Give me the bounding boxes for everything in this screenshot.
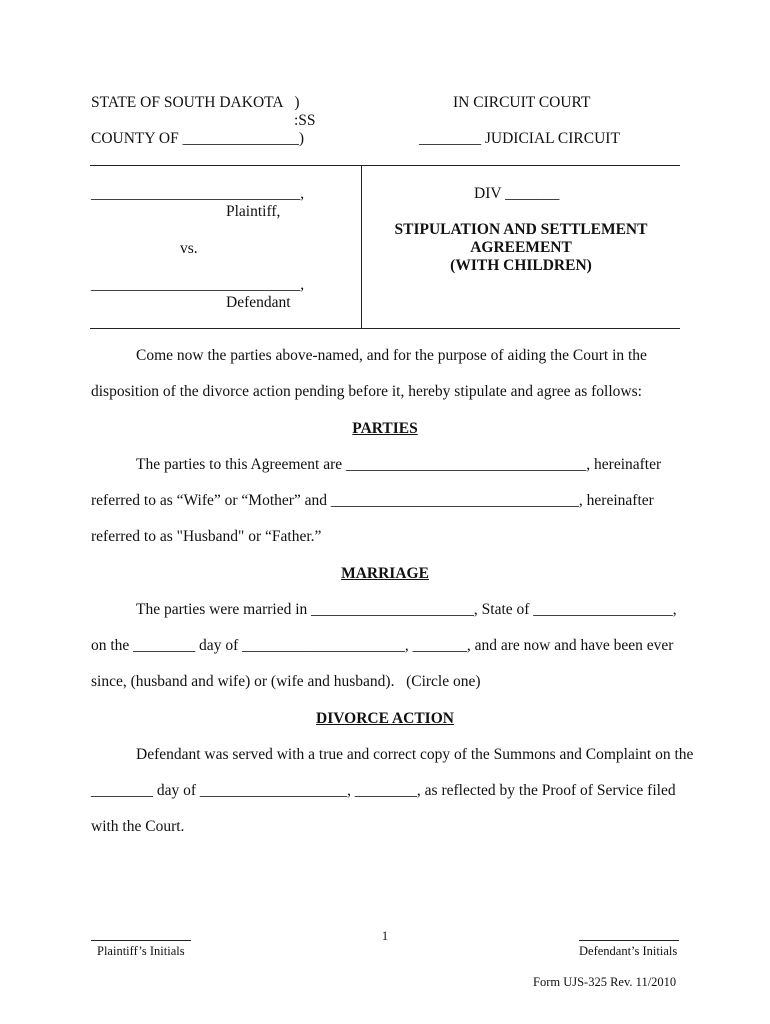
plaintiff-blank: ___________________________, bbox=[91, 185, 305, 202]
defendant-blank: ___________________________, bbox=[91, 276, 305, 293]
page-number: 1 bbox=[381, 929, 389, 943]
divorce-line-3: with the Court. bbox=[91, 818, 185, 835]
plaintiff-initials-line bbox=[91, 940, 191, 941]
divorce-line-2: ________ day of ___________________, ________, as reflected by the Proof of Service filed bbox=[91, 782, 676, 799]
document-title-line1: STIPULATION AND SETTLEMENT bbox=[394, 221, 648, 238]
defendant-label: Defendant bbox=[226, 294, 291, 311]
plaintiff-label: Plaintiff, bbox=[226, 203, 281, 220]
county-line: COUNTY OF _______________) bbox=[91, 130, 304, 147]
ss-mark: :SS bbox=[294, 112, 316, 129]
defendant-initials-label: Defendant’s Initials bbox=[579, 944, 678, 958]
marriage-line-3: since, (husband and wife) or (wife and husband). (Circle one) bbox=[91, 673, 481, 690]
marriage-line-2: on the ________ day of _____________________, _______, and are now and have been ever bbox=[91, 637, 674, 654]
divorce-line-1: Defendant was served with a true and correct copy of the Summons and Complaint on the bbox=[136, 746, 694, 763]
document-title-line2: AGREEMENT bbox=[470, 239, 572, 256]
state-line: STATE OF SOUTH DAKOTA ) bbox=[91, 94, 300, 111]
caption-bottom-rule bbox=[90, 328, 680, 329]
intro-line-1: Come now the parties above-named, and for the purpose of aiding the Court in the bbox=[136, 347, 647, 364]
parties-line-2: referred to as “Wife” or “Mother” and ________________________________, hereinafter bbox=[91, 492, 654, 509]
court-name: IN CIRCUIT COURT bbox=[453, 94, 591, 111]
intro-line-2: disposition of the divorce action pending before it, hereby stipulate and agree as follows: bbox=[91, 383, 642, 400]
div-field: DIV _______ bbox=[474, 185, 560, 202]
defendant-initials-line bbox=[579, 940, 679, 941]
divorce-action-heading: DIVORCE ACTION bbox=[316, 710, 454, 727]
parties-line-1: The parties to this Agreement are _______________________________, hereinafter bbox=[136, 456, 662, 473]
form-identifier: Form UJS-325 Rev. 11/2010 bbox=[533, 975, 677, 989]
parties-line-3: referred to as "Husband" or “Father.” bbox=[91, 528, 322, 545]
judicial-circuit: ________ JUDICIAL CIRCUIT bbox=[419, 130, 620, 147]
caption-top-rule bbox=[90, 165, 680, 166]
marriage-line-1: The parties were married in _____________________, State of __________________, bbox=[136, 601, 677, 618]
plaintiff-initials-label: Plaintiff’s Initials bbox=[97, 944, 185, 958]
document-title-line3: (WITH CHILDREN) bbox=[450, 257, 592, 274]
vs-label: vs. bbox=[180, 240, 198, 257]
marriage-heading: MARRIAGE bbox=[341, 565, 429, 582]
parties-heading: PARTIES bbox=[352, 420, 418, 437]
